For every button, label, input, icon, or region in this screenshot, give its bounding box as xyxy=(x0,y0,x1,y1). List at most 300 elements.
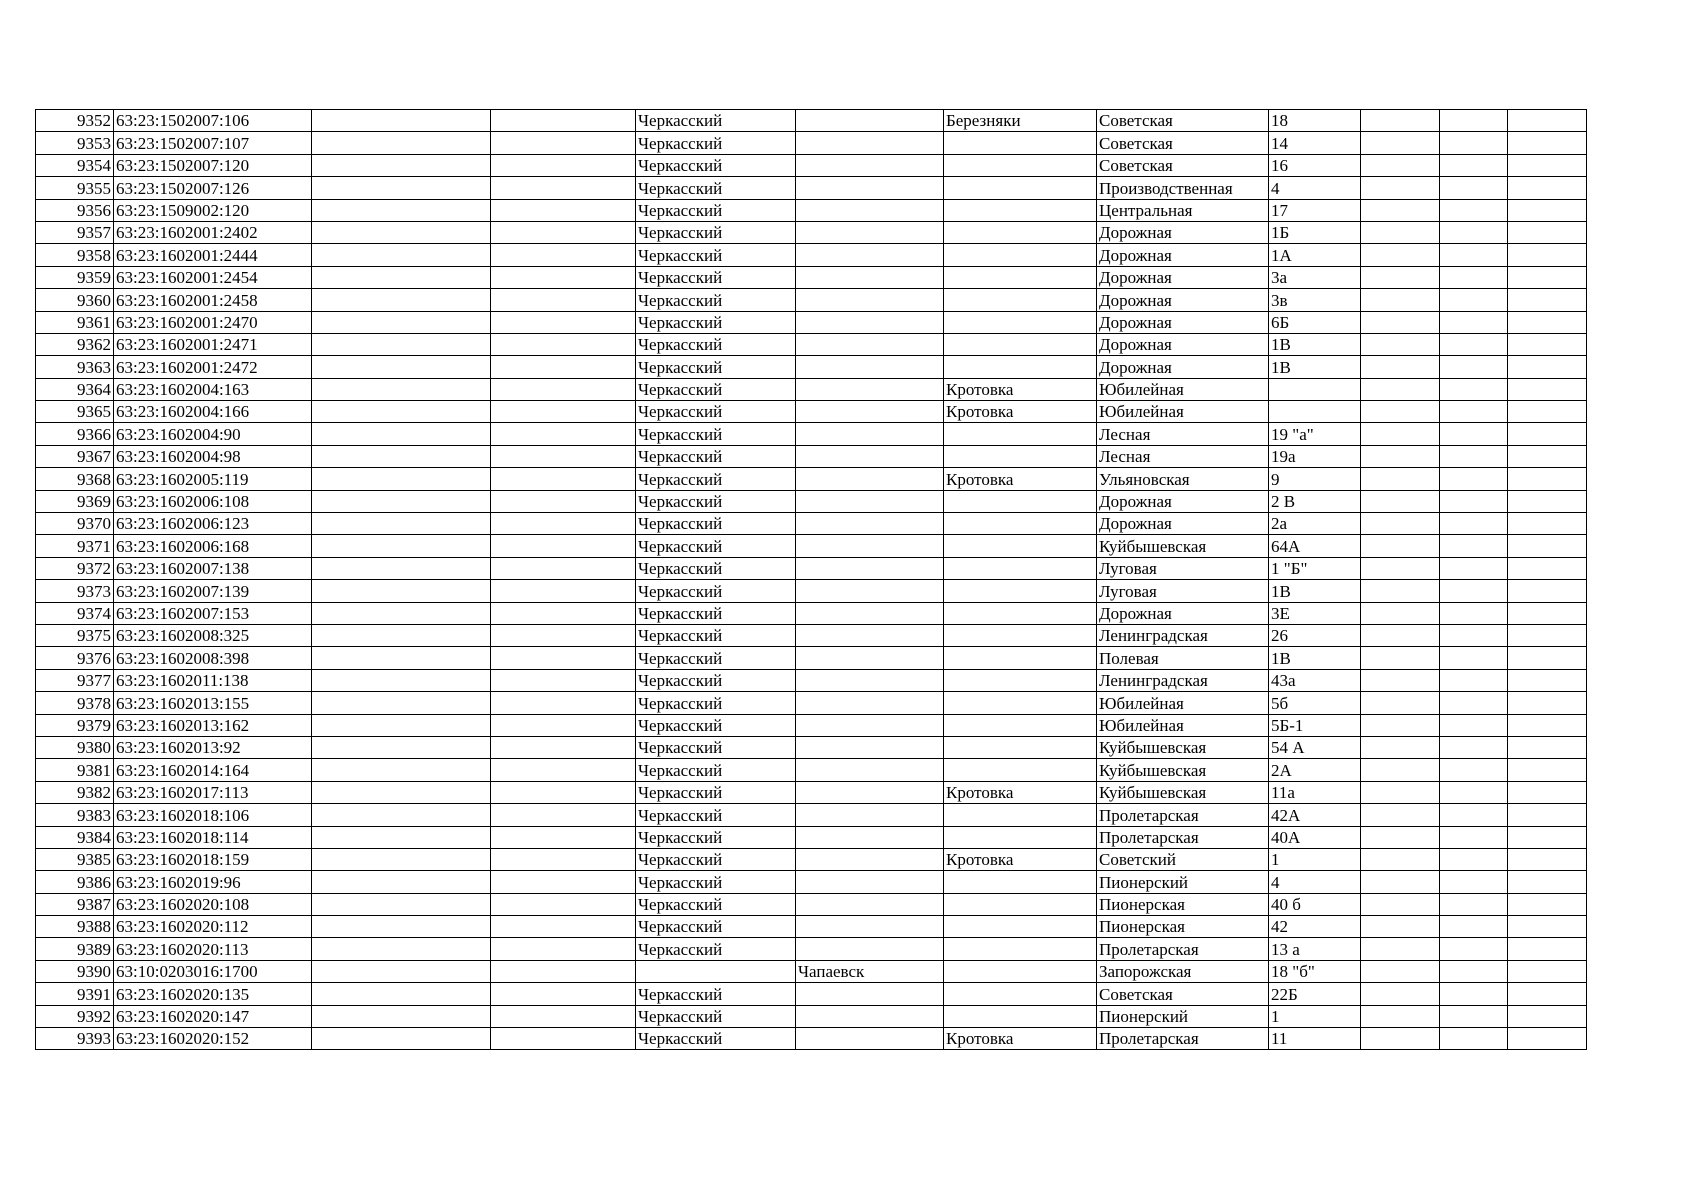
cell-col-empty-4 xyxy=(1440,893,1508,915)
cell-house-number: 1 xyxy=(1269,848,1361,870)
cell-settlement xyxy=(944,199,1097,221)
cell-col-empty-4 xyxy=(1440,826,1508,848)
cell-street: Куйбышевская xyxy=(1097,535,1269,557)
cell-col-empty-5 xyxy=(1508,759,1587,781)
cell-col-empty-5 xyxy=(1508,154,1587,176)
cell-street: Советская xyxy=(1097,132,1269,154)
cell-district: Черкасский xyxy=(636,490,796,512)
cell-cadastral-number: 63:23:1602001:2458 xyxy=(114,289,312,311)
cell-district: Черкасский xyxy=(636,781,796,803)
cell-house-number: 42А xyxy=(1269,804,1361,826)
cell-city xyxy=(796,311,944,333)
cell-settlement xyxy=(944,714,1097,736)
cell-col-empty-5 xyxy=(1508,826,1587,848)
cell-district: Черкасский xyxy=(636,1005,796,1027)
table-row xyxy=(36,580,1587,602)
cell-street: Советский xyxy=(1097,848,1269,870)
cell-district: Черкасский xyxy=(636,826,796,848)
cell-col-empty-2 xyxy=(491,983,636,1005)
cell-col-empty-4 xyxy=(1440,513,1508,535)
cell-district: Черкасский xyxy=(636,714,796,736)
cell-city xyxy=(796,445,944,467)
cell-col-empty-5 xyxy=(1508,266,1587,288)
table-row xyxy=(36,1005,1587,1027)
cell-cadastral-number: 63:23:1602004:98 xyxy=(114,445,312,467)
cell-col-empty-3 xyxy=(1361,983,1440,1005)
cell-district: Черкасский xyxy=(636,266,796,288)
cell-col-empty-2 xyxy=(491,244,636,266)
cell-cadastral-number: 63:23:1602007:153 xyxy=(114,602,312,624)
cell-city xyxy=(796,714,944,736)
table-row xyxy=(36,669,1587,691)
cell-col-empty-1 xyxy=(312,378,491,400)
table-row xyxy=(36,423,1587,445)
cell-col-empty-1 xyxy=(312,110,491,132)
cell-city xyxy=(796,423,944,445)
cell-row-number: 9390 xyxy=(36,960,114,982)
cell-district: Черкасский xyxy=(636,893,796,915)
cell-col-empty-1 xyxy=(312,960,491,982)
cell-city xyxy=(796,1005,944,1027)
cell-row-number: 9363 xyxy=(36,356,114,378)
cell-row-number: 9382 xyxy=(36,781,114,803)
cell-street: Лесная xyxy=(1097,445,1269,467)
cell-row-number: 9355 xyxy=(36,177,114,199)
cell-city xyxy=(796,871,944,893)
cell-house-number: 3Е xyxy=(1269,602,1361,624)
cell-street: Пролетарская xyxy=(1097,1028,1269,1050)
table-row xyxy=(36,938,1587,960)
cell-district: Черкасский xyxy=(636,602,796,624)
cell-col-empty-4 xyxy=(1440,401,1508,423)
cell-district: Черкасский xyxy=(636,177,796,199)
cell-col-empty-5 xyxy=(1508,423,1587,445)
cell-col-empty-4 xyxy=(1440,736,1508,758)
cell-row-number: 9371 xyxy=(36,535,114,557)
cell-settlement xyxy=(944,311,1097,333)
cell-house-number: 5б xyxy=(1269,692,1361,714)
cell-city xyxy=(796,199,944,221)
cell-col-empty-3 xyxy=(1361,266,1440,288)
cell-street: Лесная xyxy=(1097,423,1269,445)
cell-cadastral-number: 63:23:1602020:147 xyxy=(114,1005,312,1027)
cell-col-empty-2 xyxy=(491,624,636,646)
table-row xyxy=(36,445,1587,467)
cell-col-empty-3 xyxy=(1361,445,1440,467)
cell-row-number: 9354 xyxy=(36,154,114,176)
cell-col-empty-5 xyxy=(1508,669,1587,691)
cell-street: Куйбышевская xyxy=(1097,736,1269,758)
cell-city xyxy=(796,804,944,826)
cell-street: Дорожная xyxy=(1097,333,1269,355)
cell-house-number: 4 xyxy=(1269,871,1361,893)
cell-cadastral-number: 63:23:1602013:155 xyxy=(114,692,312,714)
cell-cadastral-number: 63:23:1602020:108 xyxy=(114,893,312,915)
cell-city xyxy=(796,513,944,535)
cell-settlement xyxy=(944,602,1097,624)
cell-street: Пионерский xyxy=(1097,871,1269,893)
cell-street: Производственная xyxy=(1097,177,1269,199)
cell-street: Пролетарская xyxy=(1097,826,1269,848)
cell-settlement xyxy=(944,759,1097,781)
cell-col-empty-1 xyxy=(312,311,491,333)
cell-col-empty-3 xyxy=(1361,624,1440,646)
cell-col-empty-2 xyxy=(491,199,636,221)
cell-cadastral-number: 63:23:1602013:92 xyxy=(114,736,312,758)
cell-district: Черкасский xyxy=(636,513,796,535)
cell-district: Черкасский xyxy=(636,983,796,1005)
cell-col-empty-1 xyxy=(312,893,491,915)
cell-col-empty-4 xyxy=(1440,624,1508,646)
table-row xyxy=(36,602,1587,624)
cell-col-empty-2 xyxy=(491,602,636,624)
cell-col-empty-5 xyxy=(1508,356,1587,378)
cell-col-empty-1 xyxy=(312,513,491,535)
cell-col-empty-3 xyxy=(1361,378,1440,400)
cell-street: Пионерская xyxy=(1097,916,1269,938)
table-row xyxy=(36,871,1587,893)
cell-col-empty-1 xyxy=(312,647,491,669)
cell-settlement xyxy=(944,624,1097,646)
cell-settlement xyxy=(944,244,1097,266)
cell-settlement xyxy=(944,490,1097,512)
cell-col-empty-3 xyxy=(1361,692,1440,714)
table-row xyxy=(36,266,1587,288)
cell-row-number: 9370 xyxy=(36,513,114,535)
cell-col-empty-4 xyxy=(1440,177,1508,199)
cell-street: Дорожная xyxy=(1097,311,1269,333)
cell-district: Черкасский xyxy=(636,759,796,781)
cell-cadastral-number: 63:23:1602001:2402 xyxy=(114,221,312,243)
cell-col-empty-4 xyxy=(1440,110,1508,132)
cell-col-empty-2 xyxy=(491,221,636,243)
cell-cadastral-number: 63:23:1602006:168 xyxy=(114,535,312,557)
cell-district: Черкасский xyxy=(636,401,796,423)
cell-col-empty-4 xyxy=(1440,266,1508,288)
cell-col-empty-3 xyxy=(1361,401,1440,423)
cell-row-number: 9380 xyxy=(36,736,114,758)
cell-col-empty-3 xyxy=(1361,916,1440,938)
cell-col-empty-5 xyxy=(1508,960,1587,982)
cell-city xyxy=(796,893,944,915)
cell-district: Черкасский xyxy=(636,848,796,870)
cell-settlement: Березняки xyxy=(944,110,1097,132)
table-row xyxy=(36,356,1587,378)
cell-col-empty-2 xyxy=(491,781,636,803)
cell-settlement: Кротовка xyxy=(944,401,1097,423)
cell-col-empty-5 xyxy=(1508,535,1587,557)
table-row xyxy=(36,289,1587,311)
cell-row-number: 9389 xyxy=(36,938,114,960)
cell-cadastral-number: 63:23:1602007:138 xyxy=(114,557,312,579)
cell-street: Юбилейная xyxy=(1097,401,1269,423)
cell-district: Черкасский xyxy=(636,468,796,490)
cell-col-empty-5 xyxy=(1508,244,1587,266)
cell-city xyxy=(796,110,944,132)
cell-col-empty-4 xyxy=(1440,692,1508,714)
cell-col-empty-4 xyxy=(1440,1028,1508,1050)
cell-house-number: 2а xyxy=(1269,513,1361,535)
cell-district: Черкасский xyxy=(636,199,796,221)
cell-row-number: 9377 xyxy=(36,669,114,691)
cell-street: Юбилейная xyxy=(1097,714,1269,736)
cell-col-empty-5 xyxy=(1508,1028,1587,1050)
cell-city xyxy=(796,401,944,423)
cell-city xyxy=(796,1028,944,1050)
cell-city xyxy=(796,535,944,557)
cell-settlement xyxy=(944,893,1097,915)
cell-city xyxy=(796,333,944,355)
cell-col-empty-2 xyxy=(491,938,636,960)
cell-settlement xyxy=(944,960,1097,982)
cell-city xyxy=(796,244,944,266)
cell-col-empty-3 xyxy=(1361,311,1440,333)
cell-city xyxy=(796,759,944,781)
table-row xyxy=(36,983,1587,1005)
cell-street: Юбилейная xyxy=(1097,378,1269,400)
cell-col-empty-1 xyxy=(312,468,491,490)
cell-cadastral-number: 63:23:1602018:114 xyxy=(114,826,312,848)
cell-col-empty-2 xyxy=(491,311,636,333)
cell-house-number: 26 xyxy=(1269,624,1361,646)
cell-city xyxy=(796,826,944,848)
cell-col-empty-3 xyxy=(1361,960,1440,982)
cell-col-empty-5 xyxy=(1508,983,1587,1005)
cell-col-empty-2 xyxy=(491,1005,636,1027)
cell-col-empty-3 xyxy=(1361,871,1440,893)
cell-col-empty-2 xyxy=(491,960,636,982)
cell-house-number: 40 б xyxy=(1269,893,1361,915)
cell-col-empty-1 xyxy=(312,804,491,826)
cell-row-number: 9383 xyxy=(36,804,114,826)
cell-col-empty-3 xyxy=(1361,154,1440,176)
cell-street: Луговая xyxy=(1097,557,1269,579)
cell-settlement xyxy=(944,804,1097,826)
cell-house-number: 1В xyxy=(1269,580,1361,602)
cell-col-empty-2 xyxy=(491,669,636,691)
cell-col-empty-3 xyxy=(1361,535,1440,557)
cell-col-empty-3 xyxy=(1361,893,1440,915)
cell-col-empty-2 xyxy=(491,736,636,758)
cell-house-number: 1А xyxy=(1269,244,1361,266)
cell-col-empty-4 xyxy=(1440,938,1508,960)
cell-city xyxy=(796,378,944,400)
cell-cadastral-number: 63:23:1602017:113 xyxy=(114,781,312,803)
cell-col-empty-4 xyxy=(1440,580,1508,602)
cell-house-number: 1Б xyxy=(1269,221,1361,243)
cell-col-empty-4 xyxy=(1440,647,1508,669)
cell-settlement xyxy=(944,132,1097,154)
cell-house-number xyxy=(1269,378,1361,400)
cell-col-empty-3 xyxy=(1361,110,1440,132)
cell-city: Чапаевск xyxy=(796,960,944,982)
cell-house-number: 3а xyxy=(1269,266,1361,288)
cell-street: Советская xyxy=(1097,154,1269,176)
cell-street: Пионерский xyxy=(1097,1005,1269,1027)
cell-col-empty-4 xyxy=(1440,356,1508,378)
cell-district: Черкасский xyxy=(636,378,796,400)
cell-settlement: Кротовка xyxy=(944,468,1097,490)
cell-col-empty-4 xyxy=(1440,916,1508,938)
table-row xyxy=(36,692,1587,714)
cell-settlement xyxy=(944,289,1097,311)
cell-row-number: 9360 xyxy=(36,289,114,311)
cell-house-number: 13 а xyxy=(1269,938,1361,960)
cell-house-number: 3в xyxy=(1269,289,1361,311)
cell-district: Черкасский xyxy=(636,535,796,557)
cell-col-empty-4 xyxy=(1440,289,1508,311)
cell-col-empty-4 xyxy=(1440,221,1508,243)
cell-col-empty-2 xyxy=(491,445,636,467)
cell-col-empty-5 xyxy=(1508,714,1587,736)
cell-district: Черкасский xyxy=(636,1028,796,1050)
cell-house-number: 18 "б" xyxy=(1269,960,1361,982)
cell-cadastral-number: 63:23:1602008:325 xyxy=(114,624,312,646)
cell-house-number: 1В xyxy=(1269,333,1361,355)
table-row xyxy=(36,110,1587,132)
cell-row-number: 9358 xyxy=(36,244,114,266)
table-row xyxy=(36,199,1587,221)
cell-cadastral-number: 63:10:0203016:1700 xyxy=(114,960,312,982)
cell-col-empty-1 xyxy=(312,557,491,579)
cell-street: Пролетарская xyxy=(1097,938,1269,960)
cell-cadastral-number: 63:23:1602020:113 xyxy=(114,938,312,960)
cell-col-empty-1 xyxy=(312,938,491,960)
cell-row-number: 9376 xyxy=(36,647,114,669)
table-row xyxy=(36,401,1587,423)
cell-cadastral-number: 63:23:1602004:166 xyxy=(114,401,312,423)
cell-col-empty-3 xyxy=(1361,826,1440,848)
cell-col-empty-4 xyxy=(1440,378,1508,400)
cell-col-empty-2 xyxy=(491,535,636,557)
cell-col-empty-4 xyxy=(1440,960,1508,982)
cell-cadastral-number: 63:23:1602006:123 xyxy=(114,513,312,535)
cell-street: Ленинградская xyxy=(1097,624,1269,646)
cell-house-number: 11а xyxy=(1269,781,1361,803)
cell-col-empty-5 xyxy=(1508,916,1587,938)
cell-district: Черкасский xyxy=(636,736,796,758)
cell-house-number: 1 "Б" xyxy=(1269,557,1361,579)
cell-settlement xyxy=(944,177,1097,199)
cell-settlement: Кротовка xyxy=(944,1028,1097,1050)
cell-cadastral-number: 63:23:1602006:108 xyxy=(114,490,312,512)
cell-house-number: 2А xyxy=(1269,759,1361,781)
cell-col-empty-5 xyxy=(1508,110,1587,132)
cell-cadastral-number: 63:23:1602019:96 xyxy=(114,871,312,893)
cell-district: Черкасский xyxy=(636,871,796,893)
cell-city xyxy=(796,624,944,646)
cell-row-number: 9393 xyxy=(36,1028,114,1050)
cell-col-empty-1 xyxy=(312,490,491,512)
table-row xyxy=(36,893,1587,915)
cell-col-empty-1 xyxy=(312,714,491,736)
cell-col-empty-2 xyxy=(491,759,636,781)
table-row xyxy=(36,221,1587,243)
table-row xyxy=(36,1028,1587,1050)
cell-col-empty-3 xyxy=(1361,513,1440,535)
cell-settlement xyxy=(944,154,1097,176)
cell-city xyxy=(796,468,944,490)
cell-district: Черкасский xyxy=(636,244,796,266)
cell-col-empty-2 xyxy=(491,893,636,915)
cell-col-empty-5 xyxy=(1508,781,1587,803)
cell-cadastral-number: 63:23:1602004:163 xyxy=(114,378,312,400)
cell-col-empty-1 xyxy=(312,333,491,355)
cell-street: Луговая xyxy=(1097,580,1269,602)
cell-col-empty-2 xyxy=(491,110,636,132)
cell-col-empty-1 xyxy=(312,1005,491,1027)
cell-col-empty-3 xyxy=(1361,781,1440,803)
cell-row-number: 9362 xyxy=(36,333,114,355)
cell-settlement xyxy=(944,826,1097,848)
cell-cadastral-number: 63:23:1602001:2472 xyxy=(114,356,312,378)
cell-settlement xyxy=(944,736,1097,758)
table-row xyxy=(36,647,1587,669)
cell-col-empty-1 xyxy=(312,356,491,378)
cell-col-empty-5 xyxy=(1508,871,1587,893)
table-row xyxy=(36,468,1587,490)
cell-col-empty-3 xyxy=(1361,177,1440,199)
cell-street: Пионерская xyxy=(1097,893,1269,915)
cell-col-empty-3 xyxy=(1361,244,1440,266)
cell-row-number: 9365 xyxy=(36,401,114,423)
cell-street: Дорожная xyxy=(1097,490,1269,512)
table-row xyxy=(36,916,1587,938)
cell-col-empty-4 xyxy=(1440,602,1508,624)
cell-col-empty-5 xyxy=(1508,490,1587,512)
cell-street: Куйбышевская xyxy=(1097,759,1269,781)
cell-col-empty-2 xyxy=(491,714,636,736)
cell-house-number: 17 xyxy=(1269,199,1361,221)
cell-district: Черкасский xyxy=(636,624,796,646)
cell-street: Дорожная xyxy=(1097,266,1269,288)
cell-cadastral-number: 63:23:1602020:135 xyxy=(114,983,312,1005)
cell-col-empty-1 xyxy=(312,692,491,714)
cell-row-number: 9392 xyxy=(36,1005,114,1027)
cell-col-empty-2 xyxy=(491,490,636,512)
cell-col-empty-2 xyxy=(491,154,636,176)
cell-cadastral-number: 63:23:1502007:107 xyxy=(114,132,312,154)
cell-cadastral-number: 63:23:1602001:2454 xyxy=(114,266,312,288)
cell-col-empty-5 xyxy=(1508,177,1587,199)
table-row xyxy=(36,378,1587,400)
cell-cadastral-number: 63:23:1602005:119 xyxy=(114,468,312,490)
cell-col-empty-2 xyxy=(491,557,636,579)
cell-col-empty-3 xyxy=(1361,736,1440,758)
cell-col-empty-2 xyxy=(491,1028,636,1050)
cell-col-empty-5 xyxy=(1508,221,1587,243)
cell-row-number: 9375 xyxy=(36,624,114,646)
cell-col-empty-4 xyxy=(1440,714,1508,736)
cell-col-empty-2 xyxy=(491,848,636,870)
cell-col-empty-3 xyxy=(1361,289,1440,311)
cell-settlement xyxy=(944,356,1097,378)
cell-settlement xyxy=(944,1005,1097,1027)
cell-col-empty-4 xyxy=(1440,759,1508,781)
cell-col-empty-2 xyxy=(491,132,636,154)
cell-cadastral-number: 63:23:1509002:120 xyxy=(114,199,312,221)
cell-col-empty-3 xyxy=(1361,423,1440,445)
cell-settlement xyxy=(944,557,1097,579)
cell-col-empty-5 xyxy=(1508,468,1587,490)
table-row xyxy=(36,826,1587,848)
cell-settlement xyxy=(944,513,1097,535)
table-row xyxy=(36,311,1587,333)
cell-cadastral-number: 63:23:1602018:106 xyxy=(114,804,312,826)
cell-city xyxy=(796,490,944,512)
cell-house-number: 1В xyxy=(1269,647,1361,669)
cell-col-empty-4 xyxy=(1440,983,1508,1005)
